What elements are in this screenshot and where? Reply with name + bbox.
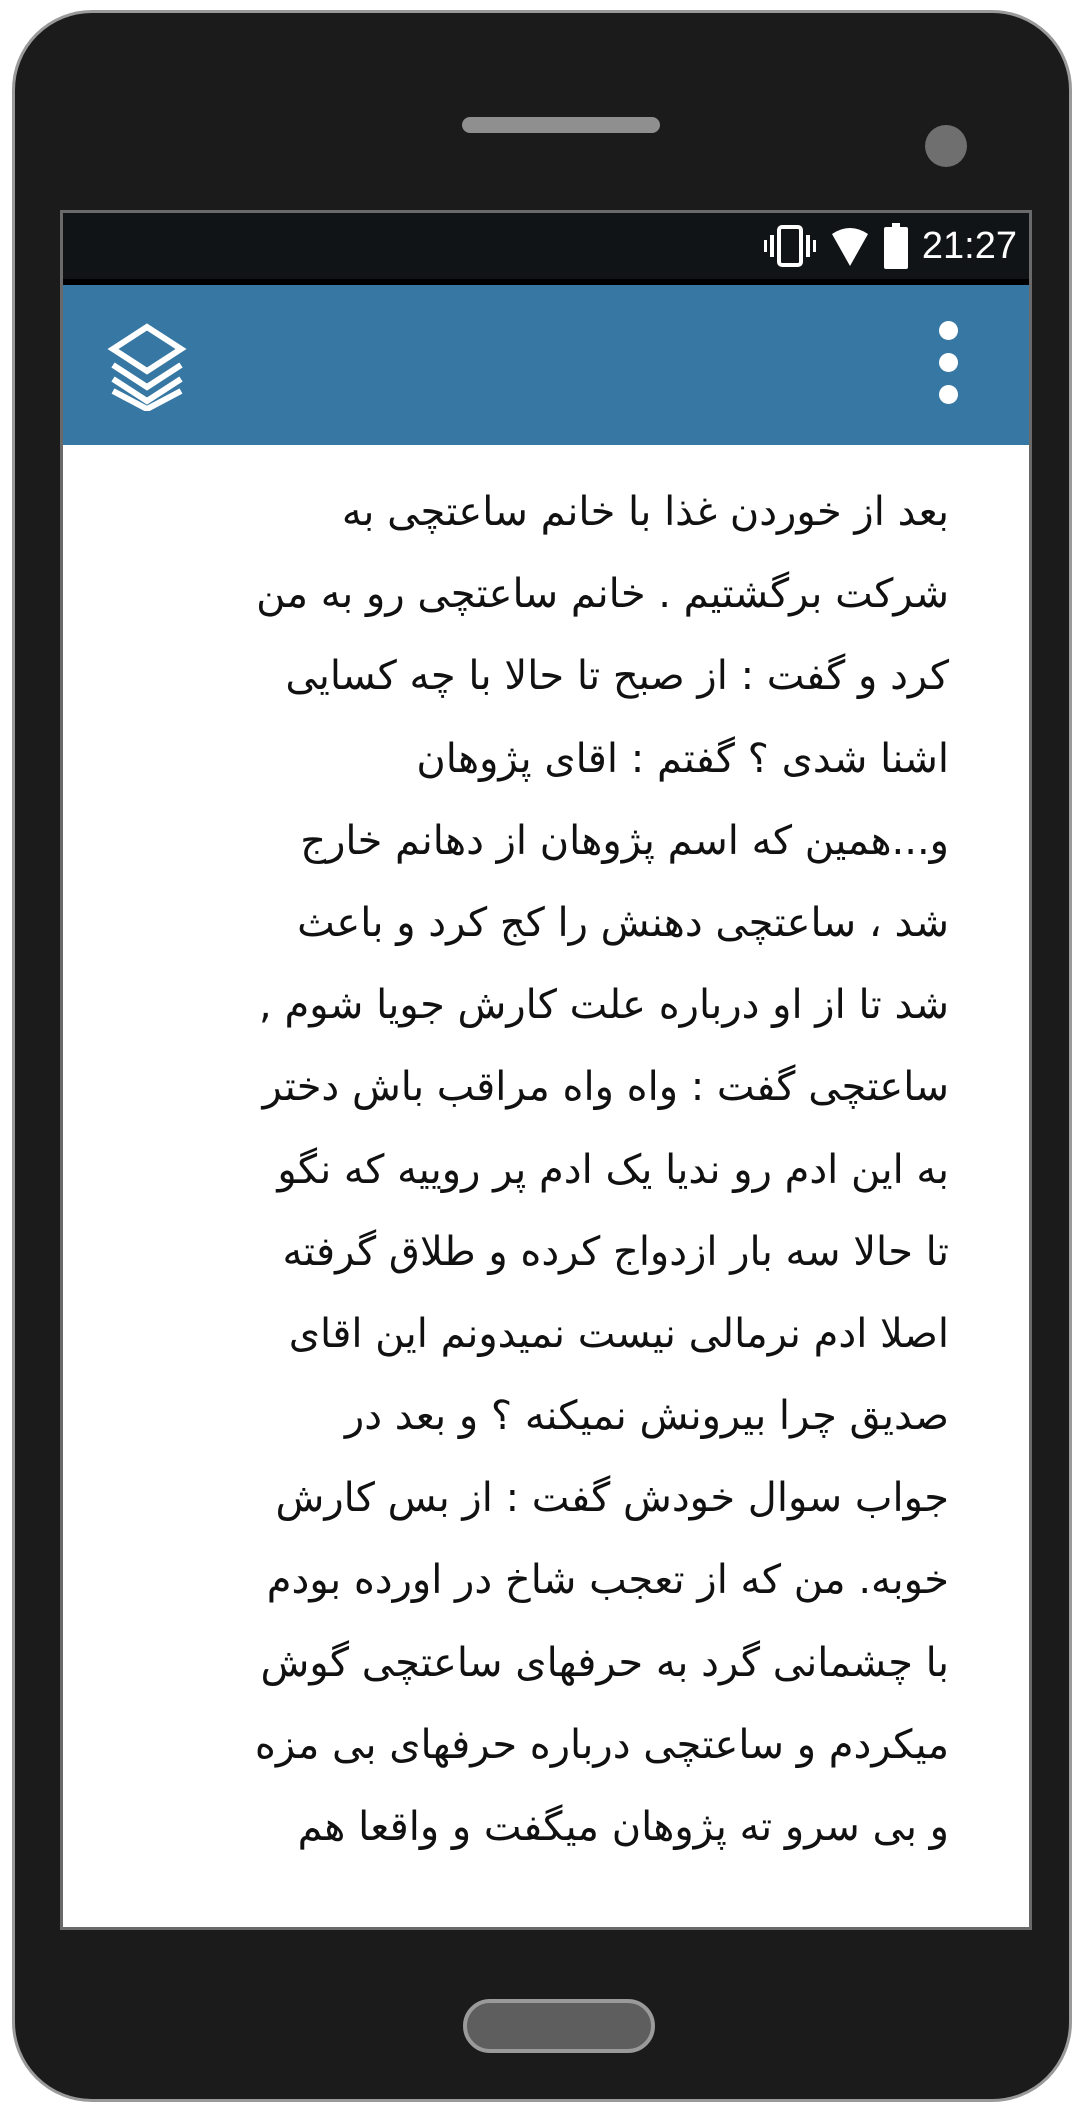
article-line: تا حالا سه بار ازدواج کرده و طلاق گرفته — [282, 1228, 949, 1275]
screen — [60, 210, 1032, 1930]
article-line: ساعتچی گفت : واه واه مراقب باش دختر — [262, 1064, 949, 1111]
article-line: به این ادم رو ندیا یک ادم پر روییه که نگو — [277, 1146, 949, 1193]
status-time: 21:27 — [921, 224, 1017, 267]
article-line: شرکت برگشتیم . خانم ساعتچی رو به من — [256, 571, 949, 618]
article-line: میکردم و ساعتچی درباره حرفهای بی مزه — [254, 1721, 949, 1768]
wifi-icon — [830, 224, 870, 268]
article-line: با چشمانی گرد به حرفهای ساعتچی گوش — [260, 1639, 949, 1686]
article-line: شد ، ساعتچی دهنش را کج کرد و باعث — [297, 899, 949, 946]
article-line: جواب سوال خودش گفت : از بس کارش — [275, 1475, 949, 1522]
vibrate-icon — [764, 224, 816, 268]
article-line: اصلا ادم نرمالی نیست نمیدونم این اقای — [288, 1310, 949, 1357]
article-line: و بی سرو ته پژوهان میگفت و واقعا هم — [297, 1804, 949, 1850]
article-line: صدیق چرا بیرونش نمیکنه ؟ و بعد در — [344, 1393, 949, 1440]
more-vert-icon[interactable] — [939, 321, 959, 417]
home-button[interactable] — [463, 1999, 655, 2053]
article-text — [123, 471, 949, 1868]
article-line: اشنا شدی ؟ گفتم : اقای پژوهان — [416, 735, 949, 782]
front-camera — [925, 125, 967, 167]
status-bar — [63, 213, 1029, 285]
earpiece-speaker — [462, 117, 660, 133]
article-line: شد تا از او درباره علت کارش جویا شوم , — [259, 982, 949, 1029]
article-line: کرد و گفت : از صبح تا حالا با چه کسایی — [285, 653, 949, 700]
layers-icon[interactable] — [105, 321, 189, 411]
battery-icon — [884, 223, 908, 269]
article-line: بعد از خوردن غذا با خانم ساعتچی به — [341, 489, 949, 535]
article-line: خوبه. من که از تعجب شاخ در اورده بودم — [266, 1557, 949, 1604]
article-line: و...همین که اسم پژوهان از دهانم خارج — [300, 817, 949, 864]
app-bar — [63, 285, 1029, 445]
